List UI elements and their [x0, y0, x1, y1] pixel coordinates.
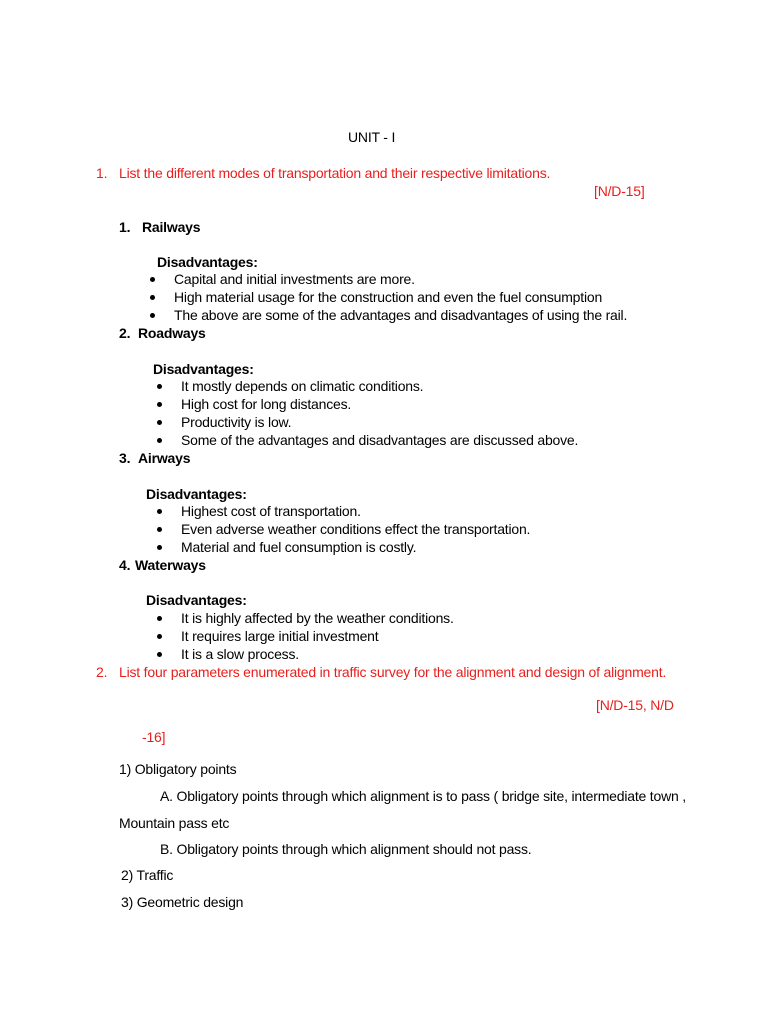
bullet-icon: [157, 616, 162, 621]
bullet-icon: [150, 313, 155, 318]
question-1-text: List the different modes of transportation and their respective limitations.: [119, 165, 551, 181]
section-number: 3.: [119, 450, 131, 466]
bullet-icon: [157, 545, 162, 550]
bullet-icon: [157, 402, 162, 407]
list-item: Capital and initial investments are more.: [174, 271, 415, 287]
section-heading-roadways: Roadways: [138, 325, 206, 341]
unit-title: UNIT - I: [348, 129, 396, 145]
list-item: Even adverse weather conditions effect the transportation.: [181, 521, 531, 537]
bullet-icon: [157, 509, 162, 514]
answer-subitem-b: B. Obligatory points through which alignment should not pass.: [160, 841, 532, 857]
list-item: It requires large initial investment: [181, 628, 379, 644]
bullet-icon: [150, 295, 155, 300]
question-2-tag: [N/D-15, N/D: [596, 697, 674, 713]
answer-subitem-a-continued: Mountain pass etc: [119, 815, 230, 831]
bullet-icon: [150, 277, 155, 282]
question-2-text: List four parameters enumerated in traffic survey for the alignment and design of alignment.: [119, 664, 667, 680]
bullet-icon: [157, 438, 162, 443]
bullet-icon: [157, 527, 162, 532]
list-item: Highest cost of transportation.: [181, 503, 361, 519]
list-item: High cost for long distances.: [181, 396, 352, 412]
disadvantages-label: Disadvantages:: [146, 592, 247, 608]
list-item: Productivity is low.: [181, 414, 292, 430]
section-number: 4.: [119, 557, 131, 573]
list-item: It is a slow process.: [181, 646, 299, 662]
answer-item-geometric-design: 3) Geometric design: [121, 894, 244, 910]
section-number: 2.: [119, 325, 131, 341]
bullet-icon: [157, 652, 162, 657]
list-item: It is highly affected by the weather conditions.: [181, 610, 454, 626]
question-2-number: 2.: [96, 664, 108, 680]
bullet-icon: [157, 634, 162, 639]
answer-item-obligatory-points: 1) Obligatory points: [119, 761, 237, 777]
list-item: The above are some of the advantages and disadvantages of using the rail.: [174, 307, 628, 323]
list-item: It mostly depends on climatic conditions.: [181, 378, 424, 394]
question-2-tag-continued: -16]: [142, 729, 166, 745]
bullet-icon: [157, 420, 162, 425]
list-item: High material usage for the construction and even the fuel consumption: [174, 289, 603, 305]
answer-item-traffic: 2) Traffic: [121, 867, 174, 883]
question-1-tag: [N/D-15]: [594, 183, 645, 199]
disadvantages-label: Disadvantages:: [146, 486, 247, 502]
section-heading-waterways: Waterways: [135, 557, 206, 573]
list-item: Material and fuel consumption is costly.: [181, 539, 417, 555]
section-heading-railways: Railways: [142, 219, 201, 235]
list-item: Some of the advantages and disadvantages are discussed above.: [181, 432, 579, 448]
question-1-number: 1.: [96, 165, 108, 181]
section-heading-airways: Airways: [138, 450, 191, 466]
section-number: 1.: [119, 219, 131, 235]
disadvantages-label: Disadvantages:: [153, 361, 254, 377]
bullet-icon: [157, 384, 162, 389]
answer-subitem-a: A. Obligatory points through which alignment is to pass ( bridge site, intermediate town ,: [160, 788, 686, 804]
disadvantages-label: Disadvantages:: [157, 254, 258, 270]
